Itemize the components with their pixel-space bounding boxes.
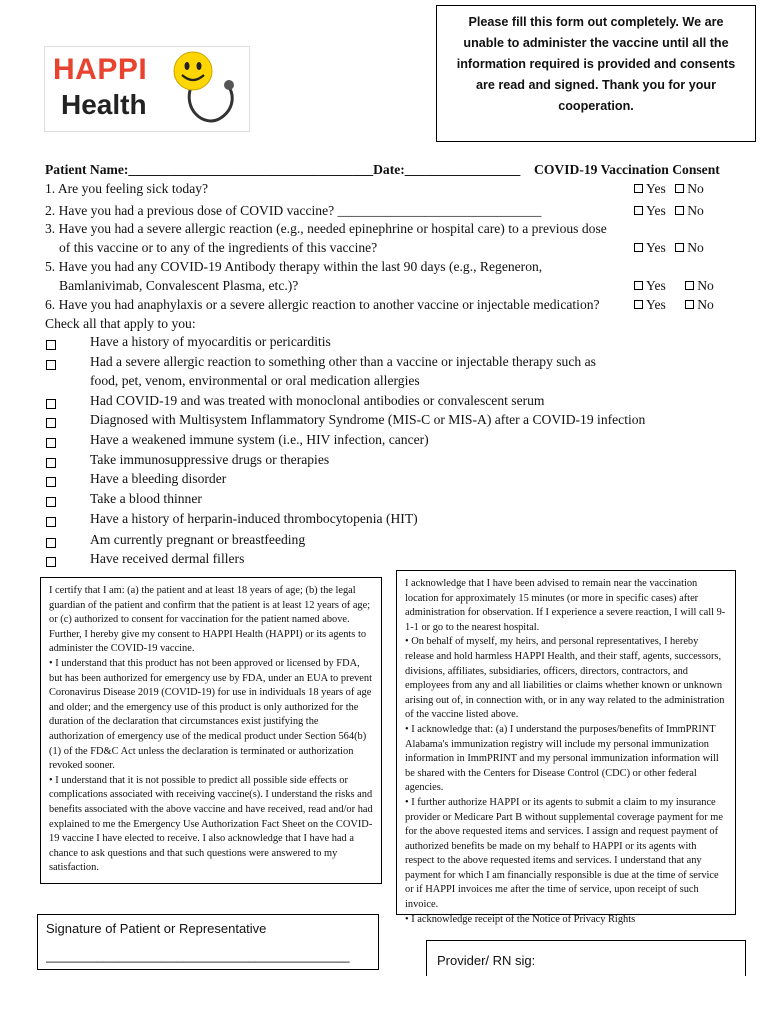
q3-yes-checkbox[interactable] bbox=[634, 243, 643, 252]
certification-box bbox=[40, 577, 382, 884]
condition-3-label: Had COVID-19 and was treated with monoclonal antibodies or convalescent serum bbox=[90, 393, 545, 408]
certify-paragraph-3: • I understand that it is not possible to predict all possible side effects or complications associated with receiving vaccine(s). I understand the risks and benefits associated with the above vaccine and have received, read and/or had explained to me the Emergency Use Authorization Fact Sheet on the COVID-19 vaccine I have elected to receive. I also acknowledge that I have had a chance to ask questions and that such questions were answered to my satisfaction. bbox=[49, 774, 373, 874]
q3-answers bbox=[634, 240, 704, 256]
q3-no-checkbox[interactable] bbox=[675, 243, 684, 252]
question-1: 1. Are you feeling sick today? bbox=[45, 181, 209, 196]
acknowledge-paragraph-2: • On behalf of myself, my heirs, and personal representatives, I hereby release and hold harmless HAPPI Health, and their staff, agents, successors, divisions, affiliates, subsidiaries, officers, directors, contractors, and employees from any and all liabilities or claims whether known or unknown arising out of, in connection with, or in any way related to the administration of the vaccine listed above. bbox=[405, 636, 725, 721]
q6-no-checkbox[interactable] bbox=[685, 300, 694, 309]
condition-1-label: Have a history of myocarditis or pericarditis bbox=[90, 334, 331, 349]
condition-7-checkbox[interactable] bbox=[46, 474, 59, 492]
q5-no-checkbox[interactable] bbox=[685, 281, 694, 290]
happi-health-logo bbox=[44, 46, 250, 132]
acknowledge-paragraph-4: • I further authorize HAPPI or its agents to submit a claim to my insurance provider or Medicare Part B without supplemental coverage payment for me for the above requested items and services. I assign and request payment of authorized benefits be made on my behalf to HAPPI or its agents with respect to the above requested items and services. I understand that any payment for which I am financially responsible is due at the time of service or if HAPPI invoices me after the time of service, upon receipt of such invoice. bbox=[405, 796, 723, 911]
question-3-line1: 3. Have you had a severe allergic reaction (e.g., needed epinephrine or hospital care) to a previous dose bbox=[45, 221, 607, 236]
question-6: 6. Have you had anaphylaxis or a severe allergic reaction to another vaccine or injectable medication? bbox=[45, 297, 600, 312]
question-5-line2: Bamlanivimab, Convalescent Plasma, etc.)? bbox=[59, 278, 299, 293]
provider-signature-label: Provider/ RN sig: bbox=[437, 953, 536, 968]
form-title: COVID-19 Vaccination Consent bbox=[534, 162, 720, 177]
condition-5-label: Have a weakened immune system (i.e., HIV infection, cancer) bbox=[90, 432, 429, 447]
question-2[interactable]: 2. Have you had a previous dose of COVID vaccine? ______________________________ bbox=[45, 203, 542, 218]
certify-paragraph-1: I certify that I am: (a) the patient and at least 18 years of age; (b) the legal guardian of the patient and confirm that the patient is at least 12 years of age; or (c) authorized to consent for vaccination for the patient named above. Further, I hereby give my consent to HAPPI Health (HAPPI) or its agents to administer the COVID-19 vaccine. bbox=[49, 585, 371, 655]
condition-11-checkbox[interactable] bbox=[46, 554, 59, 572]
condition-1-checkbox[interactable] bbox=[46, 337, 59, 355]
condition-2-label-line1: Had a severe allergic reaction to something other than a vaccine or injectable therapy such as bbox=[90, 354, 596, 369]
condition-4-checkbox[interactable] bbox=[46, 415, 59, 433]
question-5-line1: 5. Have you had any COVID-19 Antibody therapy within the last 90 days (e.g., Regeneron, bbox=[45, 259, 543, 274]
q5-yes-checkbox[interactable] bbox=[634, 281, 643, 290]
condition-8-label: Take a blood thinner bbox=[90, 491, 202, 506]
patient-signature-box bbox=[37, 914, 379, 970]
condition-4-label: Diagnosed with Multisystem Inflammatory Syndrome (MIS-C or MIS-A) after a COVID-19 infection bbox=[90, 412, 646, 427]
no-label: No bbox=[697, 297, 714, 312]
q2-answers bbox=[634, 203, 704, 219]
condition-2-label-line2: food, pet, venom, environmental or oral medication allergies bbox=[90, 373, 420, 388]
condition-9-checkbox[interactable] bbox=[46, 514, 59, 532]
q6-answers bbox=[634, 297, 714, 313]
q5-answers bbox=[634, 278, 714, 294]
q2-yes-checkbox[interactable] bbox=[634, 206, 643, 215]
condition-6-checkbox[interactable] bbox=[46, 455, 59, 473]
provider-signature-box[interactable] bbox=[426, 940, 746, 976]
smiley-stethoscope-icon bbox=[163, 49, 247, 129]
condition-5-checkbox[interactable] bbox=[46, 435, 59, 453]
q1-answers bbox=[634, 181, 704, 197]
yes-label: Yes bbox=[646, 203, 666, 218]
q1-no-checkbox[interactable] bbox=[675, 184, 684, 193]
condition-10-label: Am currently pregnant or breastfeeding bbox=[90, 532, 306, 547]
condition-10-checkbox[interactable] bbox=[46, 535, 59, 553]
yes-label: Yes bbox=[646, 278, 666, 293]
no-label: No bbox=[687, 181, 704, 196]
acknowledge-paragraph-5: • I acknowledge receipt of the Notice of Privacy Rights bbox=[405, 913, 636, 925]
no-label: No bbox=[697, 278, 714, 293]
condition-7-label: Have a bleeding disorder bbox=[90, 471, 227, 486]
certify-paragraph-2: • I understand that this product has not been approved or licensed by FDA, but has been authorized for emergency use by FDA, under an EUA to prevent Coronavirus Disease 2019 (COVID-19) for use in individuals 18 years of age and older; and the emergency use of this product is only authorized for the duration of the declaration that circumstances exist justifying the authorization of emergency use of the medical product under Section 564(b)(1) of the FD&C Act unless the declaration is terminated or authorization revoked sooner. bbox=[49, 657, 372, 772]
yes-label: Yes bbox=[646, 297, 666, 312]
patient-signature-label: Signature of Patient or Representative bbox=[46, 921, 267, 936]
condition-11-label: Have received dermal fillers bbox=[90, 551, 245, 566]
logo-brand: HAPPI bbox=[53, 53, 148, 86]
patient-signature-line[interactable]: __________________________________________ bbox=[46, 948, 350, 963]
instructions-notice: Please fill this form out completely. We are unable to administer the vaccine until all the information required is provided and consents are read and signed. Thank you for your cooperation. bbox=[436, 5, 756, 142]
yes-label: Yes bbox=[646, 181, 666, 196]
q1-yes-checkbox[interactable] bbox=[634, 184, 643, 193]
yes-label: Yes bbox=[646, 240, 666, 255]
condition-2-checkbox[interactable] bbox=[46, 357, 59, 375]
condition-8-checkbox[interactable] bbox=[46, 494, 59, 512]
question-3-line2: of this vaccine or to any of the ingredients of this vaccine? bbox=[59, 240, 378, 255]
check-all-heading: Check all that apply to you: bbox=[45, 316, 196, 331]
acknowledge-paragraph-1: I acknowledge that I have been advised to remain near the vaccination location for approximately 15 minutes (or more in specific cases) after administration for observation. If I experience a severe reaction, I will call 9-1-1 or go to the nearest hospital. bbox=[405, 578, 726, 633]
condition-9-label: Have a history of herparin-induced thrombocytopenia (HIT) bbox=[90, 511, 418, 526]
acknowledge-paragraph-3: • I acknowledge that: (a) I understand the purposes/benefits of ImmPRINT Alabama's immunization registry will include my personal immunization information in ImmPRINT and my personal immunization information will be shared with the Centers for Disease Control (CDC) or other federal agencies. bbox=[405, 723, 719, 794]
condition-3-checkbox[interactable] bbox=[46, 396, 59, 414]
logo-sub: Health bbox=[61, 89, 147, 120]
no-label: No bbox=[687, 203, 704, 218]
patient-name-date-line[interactable]: Patient Name:____________________________________Date:_________________ bbox=[45, 162, 521, 177]
q2-no-checkbox[interactable] bbox=[675, 206, 684, 215]
acknowledgement-box bbox=[396, 570, 736, 925]
no-label: No bbox=[687, 240, 704, 255]
q6-yes-checkbox[interactable] bbox=[634, 300, 643, 309]
condition-6-label: Take immunosuppressive drugs or therapies bbox=[90, 452, 330, 467]
